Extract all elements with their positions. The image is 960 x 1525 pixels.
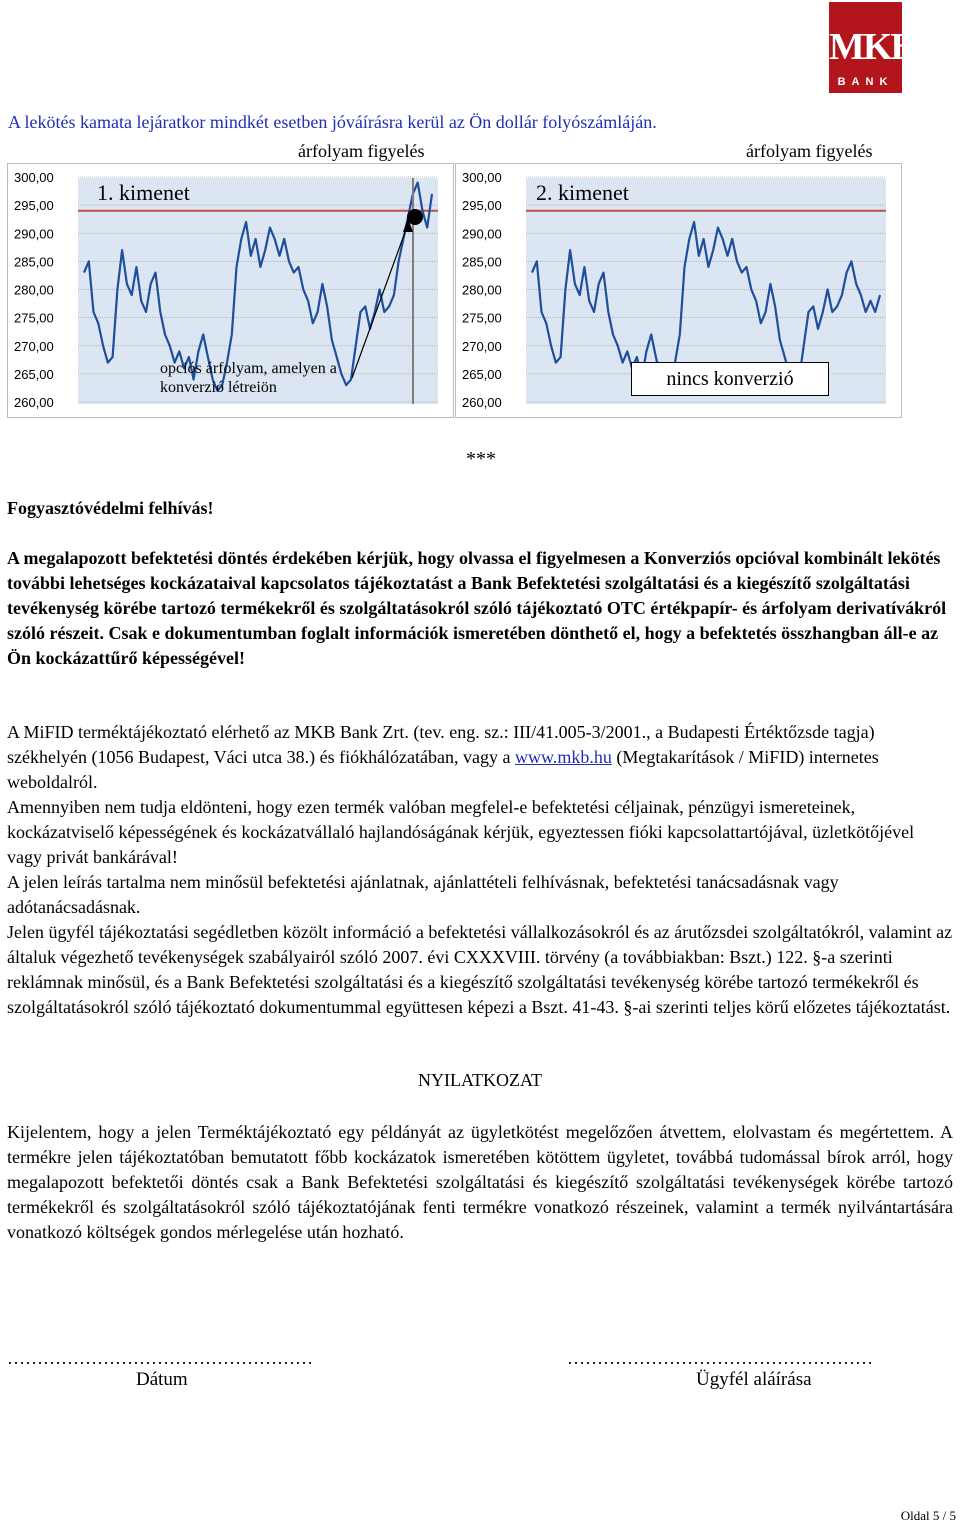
signature-label: Ügyfél aláírása [696,1369,812,1390]
y-tick-label: 295,00 [14,198,54,214]
chart-1-title: 1. kimenet [97,180,190,205]
logo-brand: MKB [829,26,914,68]
y-tick-label: 295,00 [462,198,502,214]
y-tick-label: 275,00 [462,310,502,326]
signature-line: …………………………………………… [567,1348,873,1368]
page-number: Oldal 5 / 5 [900,1508,956,1523]
consumer-warning-heading: Fogyasztóvédelmi felhívás! [7,498,214,518]
mkb-website-link[interactable]: www.mkb.hu [515,747,612,767]
y-tick-label: 290,00 [14,226,54,242]
y-tick-label: 285,00 [462,254,502,270]
separator-stars: *** [466,448,496,470]
chart-2-annotation: nincs konverzió [631,362,829,396]
y-tick-label: 280,00 [462,282,502,298]
mifid-text-2: (Megtakarítások / MiFID) internetes weboldalról. [7,747,879,792]
y-tick-label: 270,00 [462,338,502,354]
paragraph-2: A jelen leírás tartalma nem minősül befektetési ajánlatnak, ajánlattételi felhívásnak, befektetési tanácsadásnak vagy adótanácsadásnak. [7,872,839,917]
y-tick-label: 285,00 [14,254,54,270]
mifid-paragraph [7,720,953,795]
chart-1-annotation: opciós árfolyam, amelyen a konverzió létreiön [160,360,337,396]
y-tick-label: 260,00 [14,395,54,410]
y-tick-label: 270,00 [14,338,54,354]
intro-text: A lekötés kamata lejáratkor mindkét esetben jóváírásra kerül az Ön dollár folyószámláján. [8,112,657,132]
date-label: Dátum [136,1369,188,1390]
declaration-title: NYILATKOZAT [418,1070,542,1090]
y-tick-label: 300,00 [14,170,54,185]
logo-sub: BANK [837,76,894,88]
warning-text-1: A megalapozott befektetési döntés érdekében kérjük, hogy olvassa el figyelmesen a Konverziós opcióval kombinált lekötés további lehetséges kockázataival kapcsolatos tájékoztatást a Bank Befektetési szolgáltatási és a kiegészítő szolgáltatási tevékenység körébe tartozó termékekről és szolgáltatásokról szóló tájékoztató OTC értékpapír- és árfolyam derivatívákról szóló részeit. [7,548,947,643]
figure-label-2: árfolyam figyelés [746,141,873,161]
paragraph-3: Jelen ügyfél tájékoztatási segédletben közölt információ a befektetési vállalkozásokról és az árutőzsdei szolgáltatókról, valamint az általuk végezhető tevékenységek szabályairól szóló 2007. évi CXXXVIII. törvény (a továbbiakban: Bszt.) 122. §-a szerinti reklámnak minősül, és a Bank Befektetési szolgáltatási és a kiegészítő szolgáltatási tevékenység körébe tartozó termékekről és szolgáltatásokról szóló tájékoztató dokumentummal együttesen képezi a Bszt. 41-43. §-ai szerinti teljes körű előzetes tájékoztatást. [7,922,953,1017]
y-tick-label: 260,00 [462,395,502,410]
declaration-text: Kijelentem, hogy a jelen Terméktájékoztató egy példányát az ügyletkötést megelőzően átvettem, elolvastam és megértettem. A termékre jelen tájékoztatóban bemutatott főbb kockázatok ismeretében kötöttem ügyletet, továbbá tudomással bírok arról, hogy megalapozott befektetői döntés csak a Bank Befektetési szolgáltatási és kiegészítő szolgáltatási tevékenységek körébe tartozó termékekről és szolgáltatásokról szóló tájékoztatójának fenti termékre vonatkozó részeinek, valamint a termék nyilvántartására vonatkozó költségek gondos mérlegelése után hozható. [7,1122,953,1242]
y-tick-label: 290,00 [462,226,502,242]
annotation-arrow [0,0,960,420]
warning-text-2: Csak e dokumentumban foglalt információk ismeretében dönthető el, hogy a befektetés összhangban áll-e az Ön kockázattűrő képességével! [7,623,939,668]
warning-paragraph [7,546,953,671]
y-tick-label: 265,00 [14,366,54,382]
y-tick-label: 275,00 [14,310,54,326]
date-line: …………………………………………… [7,1348,313,1368]
paragraph-1: Amennyiben nem tudja eldönteni, hogy ezen termék valóban megfelel-e befektetési céljainak, pénzügyi ismereteinek, kockázatviselő képességének és kockázatvállaló hajlandóságának kérjük, egyeztessen fióki kapcsolattartójával, üzletkötőjével vagy privát bankárával! [7,797,915,867]
chart-2-title: 2. kimenet [536,180,629,205]
y-tick-label: 265,00 [462,366,502,382]
figure-label-1: árfolyam figyelés [298,141,425,161]
mifid-text-1: A MiFID terméktájékoztató elérhető az MKB Bank Zrt. (tev. eng. sz.: III/41.005-3/2001., a Budapesti Értéktőzsde tagja) székhelyén (1056 Budapest, Váci utca 38.) és fiókhálózatában, vagy a [7,722,875,767]
y-tick-label: 280,00 [14,282,54,298]
y-tick-label: 300,00 [462,170,502,185]
